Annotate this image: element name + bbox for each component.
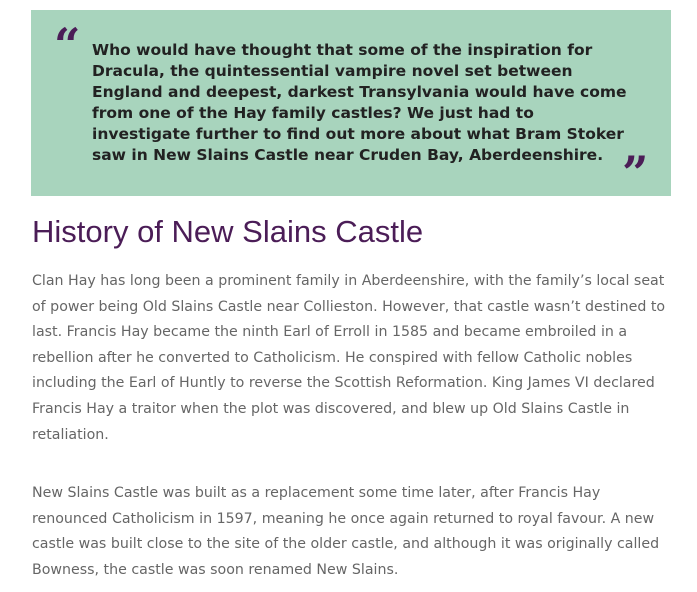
body-paragraph: Clan Hay has long been a prominent family in Aberdeenshire, with the family’s local seat of power being Old Slains Castle near Collieston. However, that castle wasn’t destined to last. Francis Hay became the ninth Earl of Erroll in 1585 and became embroiled in a rebellion after he converted to Catholicism. He conspired with fellow Catholic nobles including the Earl of Huntly to reverse the Scottish Reformation. King James VI declared Francis Hay a traitor when the plot was discovered, and blew up Old Slains Castle in retaliation. (32, 273, 666, 443)
pull-quote (31, 10, 671, 200)
close-quote-icon: ” (622, 146, 649, 200)
open-quote-icon: “ (54, 18, 81, 72)
section-heading: History of New Slains Castle (32, 214, 424, 249)
body-paragraph: New Slains Castle was built as a replacement some time later, after Francis Hay renounced Catholicism in 1597, meaning he once again returned to royal favour. A new castle was built close to the site of the older castle, and although it was originally called Bowness, the castle was soon renamed New Slains. (32, 485, 660, 578)
pull-quote-text: Who would have thought that some of the inspiration for Dracula, the quintessential vampire novel set between England and deepest, darkest Transylvania would have come from one of the Hay family castles? We just had to investigate further to find out more about what Bram Stoker saw in New Slains Castle near Cruden Bay, Aberdeenshire. (92, 41, 627, 164)
